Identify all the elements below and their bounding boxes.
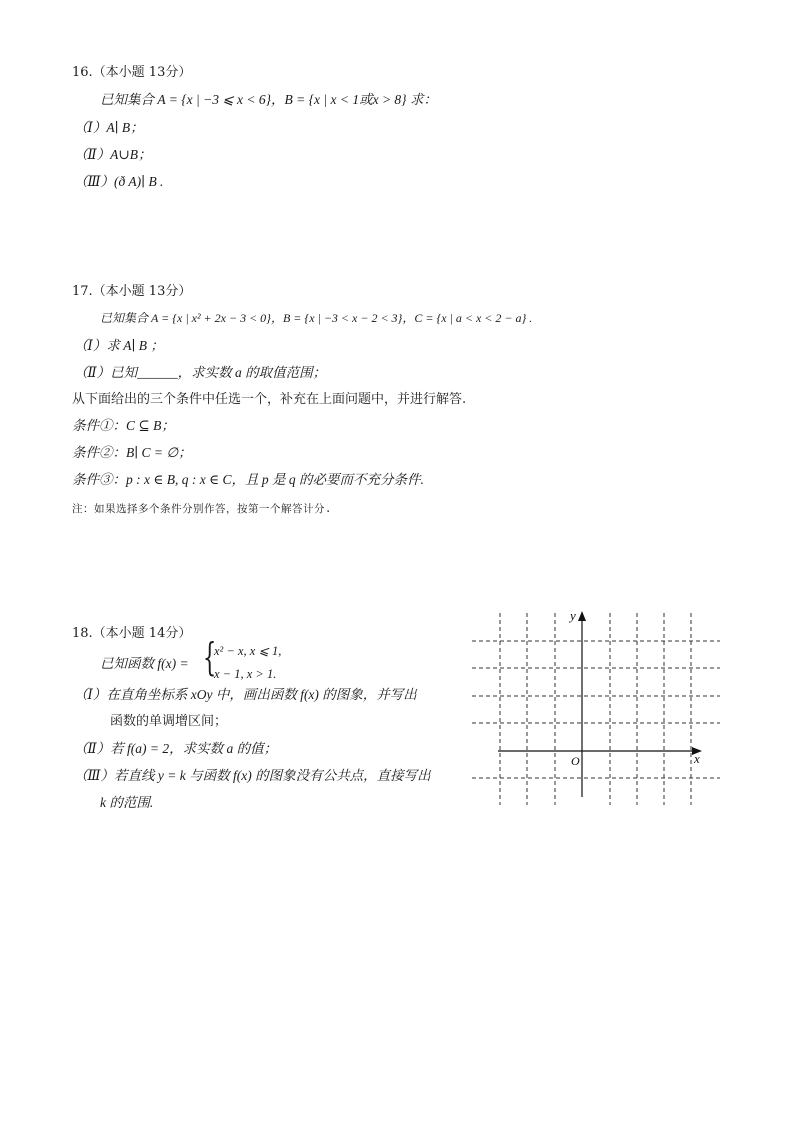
q17-header: 17.（本小题 13分）	[72, 284, 192, 299]
q17-part1: （Ⅰ）求 A∣ B ；	[74, 338, 164, 353]
q17-stem: 已知集合 A = {x | x² + 2x − 3 < 0}，B = {x | −3 < x − 2 < 3}，C = {x | a < x < 2 − a} .	[100, 311, 533, 325]
q16-stem: 已知集合 A = {x | −3 ⩽ x < 6}，B = {x | x < 1或x > 8} 求：	[100, 92, 437, 107]
y-axis-arrow	[578, 611, 586, 621]
y-axis-label: y	[570, 608, 576, 623]
q18-case-1: x² − x, x ⩽ 1,	[214, 644, 282, 658]
q17-condition-3: 条件③：p : x ∈ B, q : x ∈ C，且 p 是 q 的必要而不充分条件.	[72, 472, 424, 487]
q17-part2: （Ⅱ）已知______，求实数 a 的取值范围；	[74, 365, 327, 380]
q18-part1-line2: 函数的单调增区间；	[110, 714, 228, 729]
grid-lines	[472, 613, 720, 805]
q16-part3: （Ⅲ）(ð A)∣ B .	[74, 174, 164, 189]
q18-header: 18.（本小题 14分）	[72, 626, 192, 641]
origin-label: O	[571, 754, 580, 768]
q17-condition-2: 条件②：B∣ C = ∅；	[72, 445, 192, 460]
q16-part2: （Ⅱ）A∪B；	[74, 147, 152, 162]
q18-part3-line1: （Ⅲ）若直线 y = k 与函数 f(x) 的图象没有公共点，直接写出	[74, 768, 431, 783]
piecewise-brace: {	[203, 635, 217, 679]
q18-part1-line1: （Ⅰ）在直角坐标系 xOy 中，画出函数 f(x) 的图象，并写出	[74, 687, 417, 702]
coordinate-grid	[470, 605, 720, 810]
q16-header: 16.（本小题 13分）	[72, 65, 192, 80]
q18-part3-line2: k 的范围.	[100, 795, 154, 810]
q17-instruction: 从下面给出的三个条件中任选一个，补充在上面问题中，并进行解答.	[72, 392, 467, 407]
q17-condition-1: 条件①：C ⊆ B；	[72, 418, 175, 433]
q18-case-2: x − 1, x > 1.	[214, 667, 277, 681]
q16-part1: （Ⅰ）A∣ B；	[74, 120, 144, 135]
q18-part2: （Ⅱ）若 f(a) = 2，求实数 a 的值；	[74, 741, 278, 756]
x-axis-label: x	[694, 751, 700, 766]
q18-stem-prefix: 已知函数 f(x) =	[100, 656, 189, 671]
q17-note: 注：如果选择多个条件分别作答，按第一个解答计分.	[72, 503, 332, 515]
